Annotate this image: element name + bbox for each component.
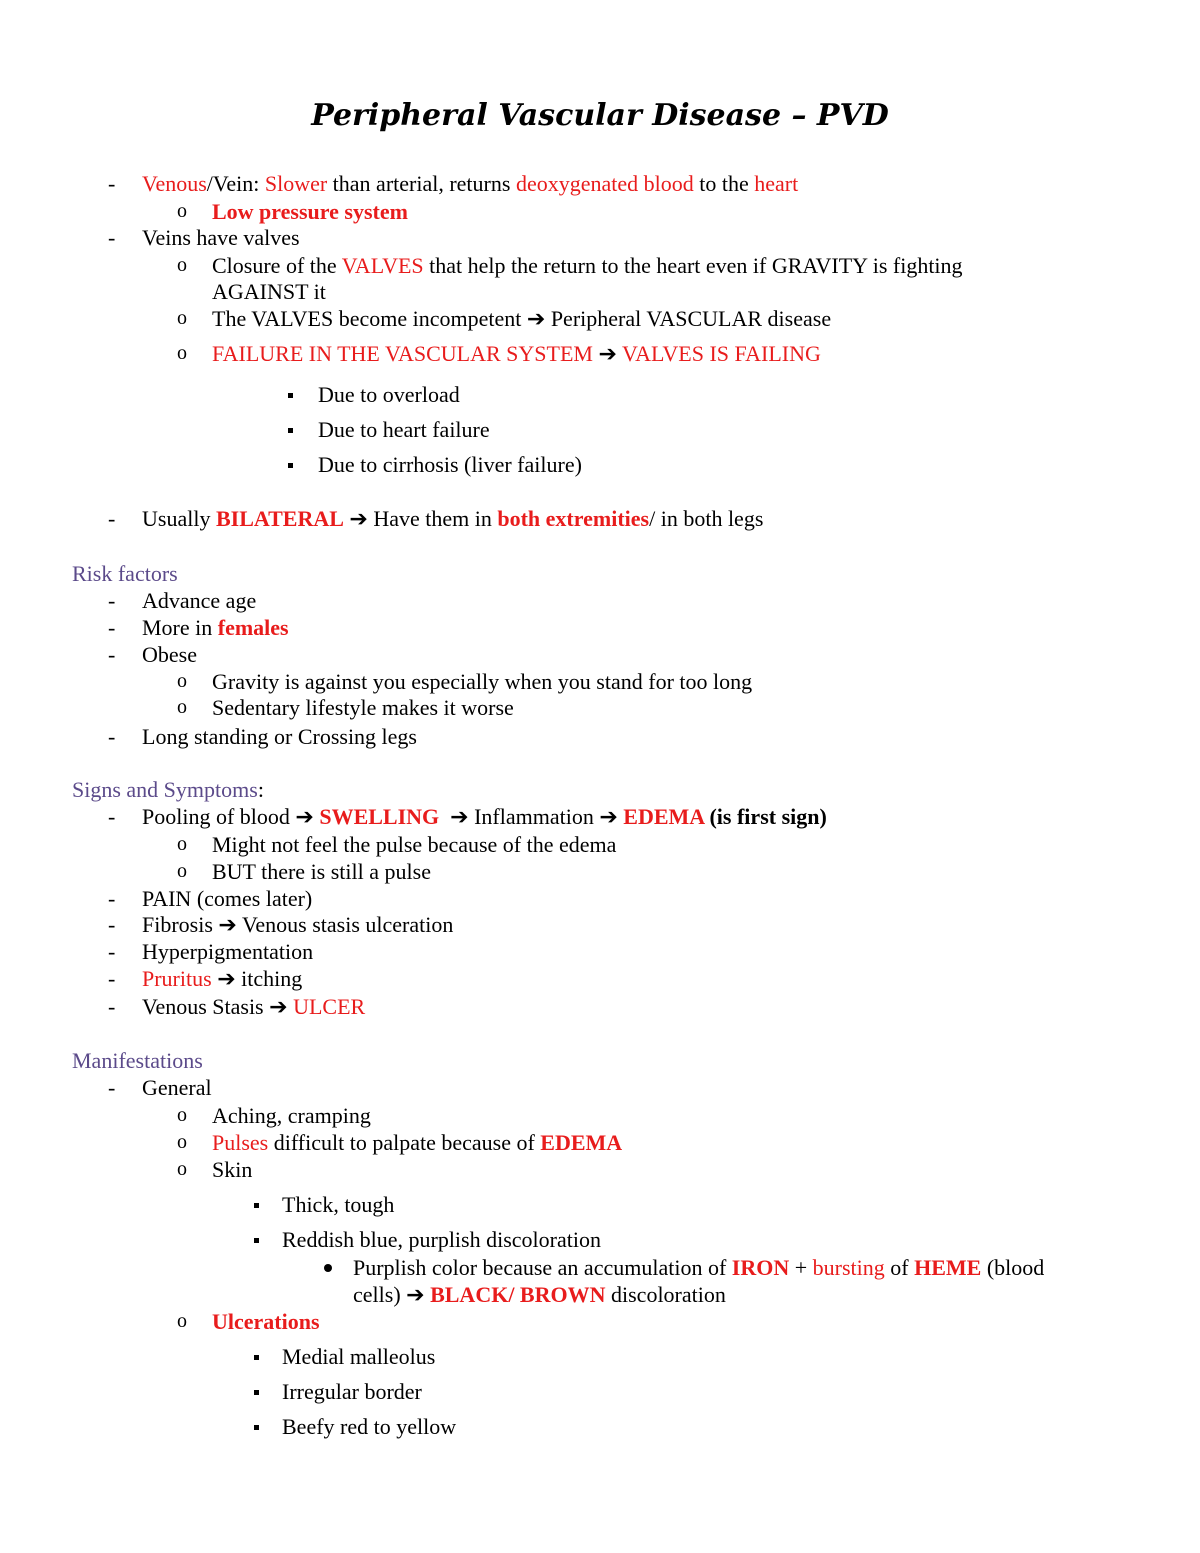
list-item — [142, 803, 827, 830]
dash-bullet: - — [108, 588, 116, 613]
list-item — [212, 340, 821, 367]
square-bullet-icon — [288, 428, 293, 433]
list-item-text: females — [217, 615, 289, 640]
list-item-text: bursting — [812, 1255, 885, 1280]
list-item-text: Medial malleolus — [282, 1344, 436, 1369]
list-item — [212, 831, 616, 858]
dash-bullet: - — [108, 615, 116, 640]
list-item-text: VALVES — [341, 253, 424, 278]
list-item-text: IRON — [731, 1255, 790, 1280]
list-item-text: Gravity is against you especially when you stand for too long — [212, 669, 753, 694]
circle-bullet: o — [177, 860, 187, 882]
list-item-text: Venous — [142, 171, 207, 196]
list-item — [142, 614, 289, 641]
list-item-text: /Vein: — [206, 171, 265, 196]
list-item — [142, 723, 417, 750]
list-item-text: Ulcerations — [212, 1309, 320, 1334]
list-item-text: Reddish blue, purplish discoloration — [282, 1227, 601, 1252]
list-item-text: Due to heart failure — [318, 417, 490, 442]
list-item — [212, 198, 408, 225]
list-item-text: Long standing or Crossing legs — [142, 724, 417, 749]
list-item-text: BLACK/ BROWN — [430, 1282, 606, 1307]
list-item-text: to the — [693, 171, 755, 196]
circle-bullet: o — [177, 1310, 187, 1332]
list-item — [318, 416, 490, 443]
list-item-text: difficult to palpate because of — [268, 1130, 541, 1155]
dash-bullet: - — [108, 966, 116, 991]
dash-bullet: - — [108, 506, 116, 531]
list-item-text: Venous Stasis ➔ — [142, 994, 294, 1019]
list-item — [142, 587, 256, 614]
list-item-text: ➔ Have them in — [343, 506, 498, 531]
list-item-text: of — [884, 1255, 915, 1280]
list-item — [142, 885, 312, 912]
list-item-text: ➔ — [526, 306, 546, 331]
list-item-text: Might not feel the pulse because of the edema — [212, 832, 617, 857]
section-heading-text: Signs and Symptoms — [72, 777, 258, 802]
list-item — [318, 381, 460, 408]
list-item — [142, 224, 300, 251]
list-item — [282, 1343, 435, 1370]
list-item-text: More in — [142, 615, 218, 640]
dash-bullet: - — [108, 886, 116, 911]
list-item-text: Skin — [212, 1157, 253, 1182]
list-item-text: ➔ — [598, 341, 617, 366]
circle-bullet: o — [177, 307, 187, 329]
list-item-text: Pulses — [212, 1130, 269, 1155]
dash-bullet: - — [108, 912, 116, 937]
list-item-text: Obese — [142, 642, 197, 667]
list-item-text: cells) ➔ — [353, 1282, 431, 1307]
list-item — [282, 1413, 456, 1440]
list-item — [142, 1074, 212, 1101]
section-heading — [72, 776, 264, 803]
section-heading-text: Manifestations — [72, 1048, 203, 1073]
section-heading — [72, 1047, 203, 1074]
circle-bullet: o — [177, 254, 187, 276]
list-item — [142, 641, 197, 668]
list-item — [212, 1308, 320, 1335]
section-heading — [72, 560, 178, 587]
list-item — [212, 1156, 252, 1183]
list-item-text: Due to cirrhosis (liver failure) — [318, 452, 582, 477]
list-item-text: / in both legs — [649, 506, 764, 531]
list-item-text: that help the return to the heart even if GRAVITY is fighting — [423, 253, 963, 278]
list-item — [282, 1226, 601, 1253]
dash-bullet: - — [108, 804, 116, 829]
dash-bullet: - — [108, 225, 116, 250]
list-item — [282, 1191, 394, 1218]
list-item-text: EDEMA — [540, 1130, 623, 1155]
list-item — [282, 1378, 422, 1405]
list-item-text: BILATERAL — [215, 506, 344, 531]
list-item-text: heart — [754, 171, 799, 196]
circle-bullet: o — [177, 833, 187, 855]
list-item-text: (is first sign) — [703, 804, 827, 829]
list-item — [142, 993, 365, 1020]
list-item-text: HEME — [914, 1255, 982, 1280]
list-item — [142, 911, 453, 938]
list-item-text: + — [789, 1255, 813, 1280]
list-item-text: Low pressure system — [212, 199, 408, 224]
list-item-text: Irregular border — [282, 1379, 422, 1404]
circle-bullet: o — [177, 1158, 187, 1180]
circle-bullet: o — [177, 1104, 187, 1126]
list-item — [142, 938, 313, 965]
list-item-text: Usually — [142, 506, 216, 531]
list-item-text: FAILURE IN THE VASCULAR SYSTEM — [212, 341, 599, 366]
list-item — [142, 505, 763, 532]
list-item-text: deoxygenated blood — [515, 171, 694, 196]
list-item — [212, 858, 431, 885]
dash-bullet: - — [108, 724, 116, 749]
section-heading-text: Risk factors — [72, 561, 178, 586]
list-item-text: Aching, cramping — [212, 1103, 371, 1128]
circle-bullet: o — [177, 200, 187, 222]
list-item-text: The VALVES become incompetent — [212, 306, 527, 331]
list-item-text: Hyperpigmentation — [142, 939, 314, 964]
list-item-text: Peripheral VASCULAR disease — [545, 306, 832, 331]
list-item-text: Veins have valves — [142, 225, 300, 250]
list-item-text: BUT there is still a pulse — [212, 859, 431, 884]
square-bullet-icon — [254, 1390, 259, 1395]
dash-bullet: - — [108, 939, 116, 964]
page-title: Peripheral Vascular Disease – PVD — [311, 98, 889, 133]
dot-bullet-icon — [324, 1264, 332, 1272]
square-bullet-icon — [288, 393, 293, 398]
list-item-text: Pooling of blood ➔ — [142, 804, 320, 829]
dash-bullet: - — [108, 642, 116, 667]
list-item-text: SWELLING — [319, 804, 440, 829]
list-item-text: ➔ Inflammation ➔ — [439, 804, 624, 829]
list-item-text: Pruritus — [142, 966, 212, 991]
list-item — [142, 170, 798, 197]
list-item-text: EDEMA — [623, 804, 704, 829]
list-item-text: Thick, tough — [282, 1192, 395, 1217]
list-item-text: Due to overload — [318, 382, 460, 407]
list-item-text: Sedentary lifestyle makes it worse — [212, 695, 514, 720]
square-bullet-icon — [254, 1425, 259, 1430]
circle-bullet: o — [177, 342, 187, 364]
list-item — [212, 1129, 622, 1156]
list-item-text: (blood — [981, 1255, 1045, 1280]
list-item-text: Advance age — [142, 588, 257, 613]
list-item-text: discoloration — [605, 1282, 726, 1307]
dash-bullet: - — [108, 1075, 116, 1100]
list-item — [318, 451, 582, 478]
list-item-text: ULCER — [293, 994, 366, 1019]
list-item — [212, 1102, 371, 1129]
list-item — [353, 1254, 1044, 1281]
list-item — [212, 694, 514, 721]
square-bullet-icon — [288, 463, 293, 468]
list-item — [212, 305, 831, 332]
circle-bullet: o — [177, 696, 187, 718]
square-bullet-icon — [254, 1355, 259, 1360]
list-item-text: ➔ itching — [211, 966, 303, 991]
list-item-text: General — [142, 1075, 212, 1100]
list-item-text: AGAINST it — [212, 279, 326, 304]
list-item-text: PAIN (comes later) — [142, 886, 313, 911]
list-item-text: than arterial, returns — [327, 171, 516, 196]
list-item-text: Slower — [264, 171, 328, 196]
list-item — [212, 252, 963, 279]
list-item-text: Fibrosis ➔ Venous stasis ulceration — [142, 912, 454, 937]
list-item — [142, 965, 302, 992]
list-item-text: Purplish color because an accumulation of — [353, 1255, 732, 1280]
list-item-text: Closure of the — [212, 253, 342, 278]
list-item-text: both extremities — [497, 506, 650, 531]
section-heading-suffix: : — [257, 777, 264, 802]
dash-bullet: - — [108, 994, 116, 1019]
list-item — [212, 278, 326, 305]
square-bullet-icon — [254, 1203, 259, 1208]
dash-bullet: - — [108, 171, 116, 196]
circle-bullet: o — [177, 1131, 187, 1153]
list-item-text: Beefy red to yellow — [282, 1414, 457, 1439]
square-bullet-icon — [254, 1238, 259, 1243]
circle-bullet: o — [177, 670, 187, 692]
list-item — [353, 1281, 726, 1308]
list-item — [212, 668, 752, 695]
list-item-text: VALVES IS FAILING — [616, 341, 821, 366]
